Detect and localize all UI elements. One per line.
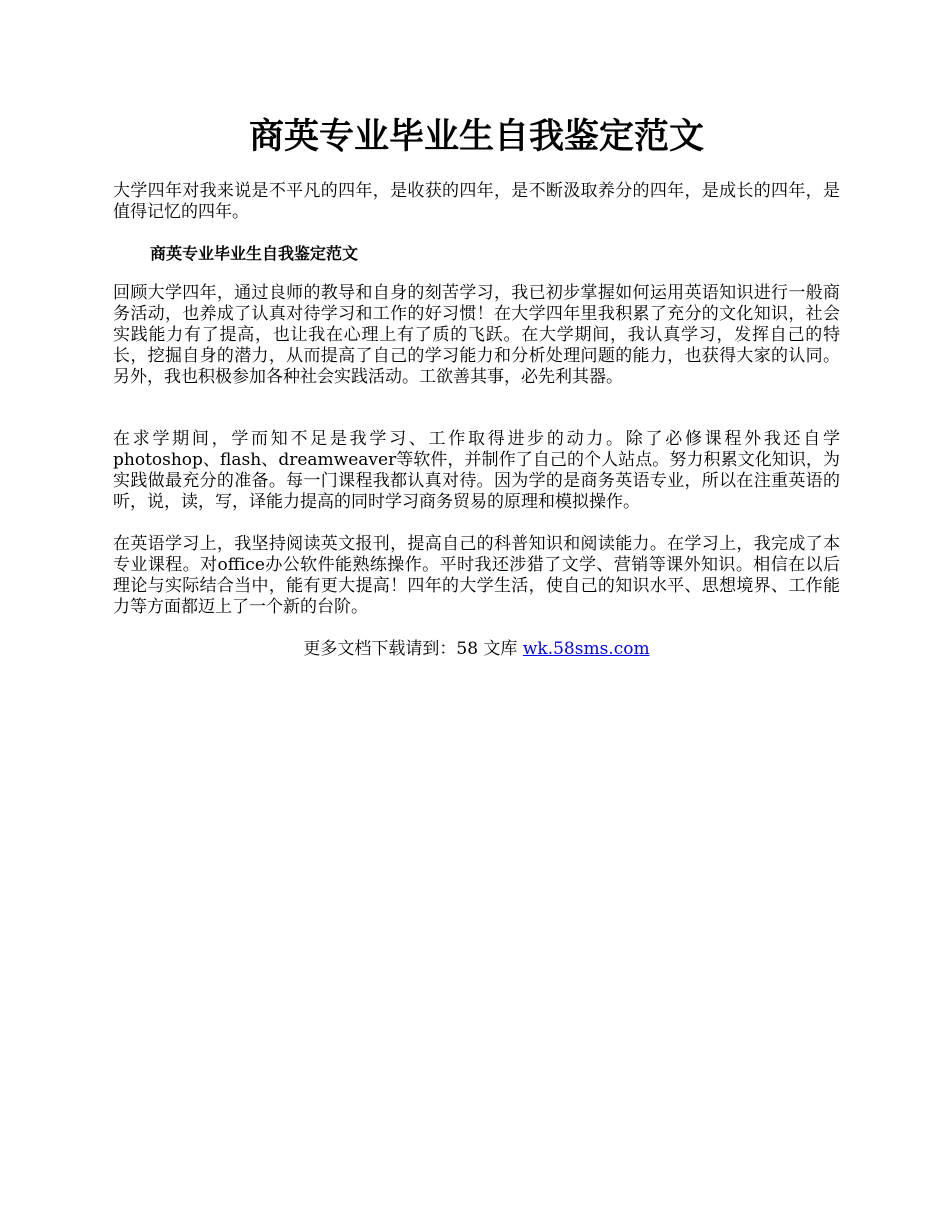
download-footer [113,638,840,660]
body-paragraph-review: 回顾大学四年，通过良师的教导和自身的刻苦学习，我已初步掌握如何运用英语知识进行一般商务活动，也养成了认真对待学习和工作的好习惯！在大学四年里我积累了充分的文化知识，社会实践能力有了提高，也让我在心理上有了质的飞跃。在大学期间，我认真学习，发挥自己的特长，挖掘自身的潜力，从而提高了自己的学习能力和分析处理问题的能力，也获得大家的认同。另外，我也积极参加各种社会实践活动。工欲善其事，必先利其器。 [113,283,840,387]
document-title: 商英专业毕业生自我鉴定范文 [248,116,704,157]
body-paragraph-english: 在英语学习上，我坚持阅读英文报刊，提高自己的科普知识和阅读能力。在学习上，我完成了本专业课程。对office办公软件能熟练操作。平时我还涉猎了文学、营销等课外知识。相信在以后理论与实际结合当中，能有更大提高！四年的大学生活，使自己的知识水平、思想境界、工作能力等方面都迈上了一个新的台阶。 [113,534,840,617]
footer-prefix-text: 更多文档下载请到：58 文库 [303,639,523,659]
footer-site-link[interactable]: wk.58sms.com [522,639,650,659]
body-paragraph-study: 在求学期间，学而知不足是我学习、工作取得进步的动力。除了必修课程外我还自学photoshop、flash、dreamweaver等软件，并制作了自己的个人站点。努力积累文化知识，为实践做最充分的准备。每一门课程我都认真对待。因为学的是商务英语专业，所以在注重英语的听，说，读，写，译能力提高的同时学习商务贸易的原理和模拟操作。 [113,429,840,512]
intro-paragraph: 大学四年对我来说是不平凡的四年，是收获的四年，是不断汲取养分的四年，是成长的四年，是值得记忆的四年。 [113,181,840,222]
section-subheading: 商英专业毕业生自我鉴定范文 [150,244,359,263]
